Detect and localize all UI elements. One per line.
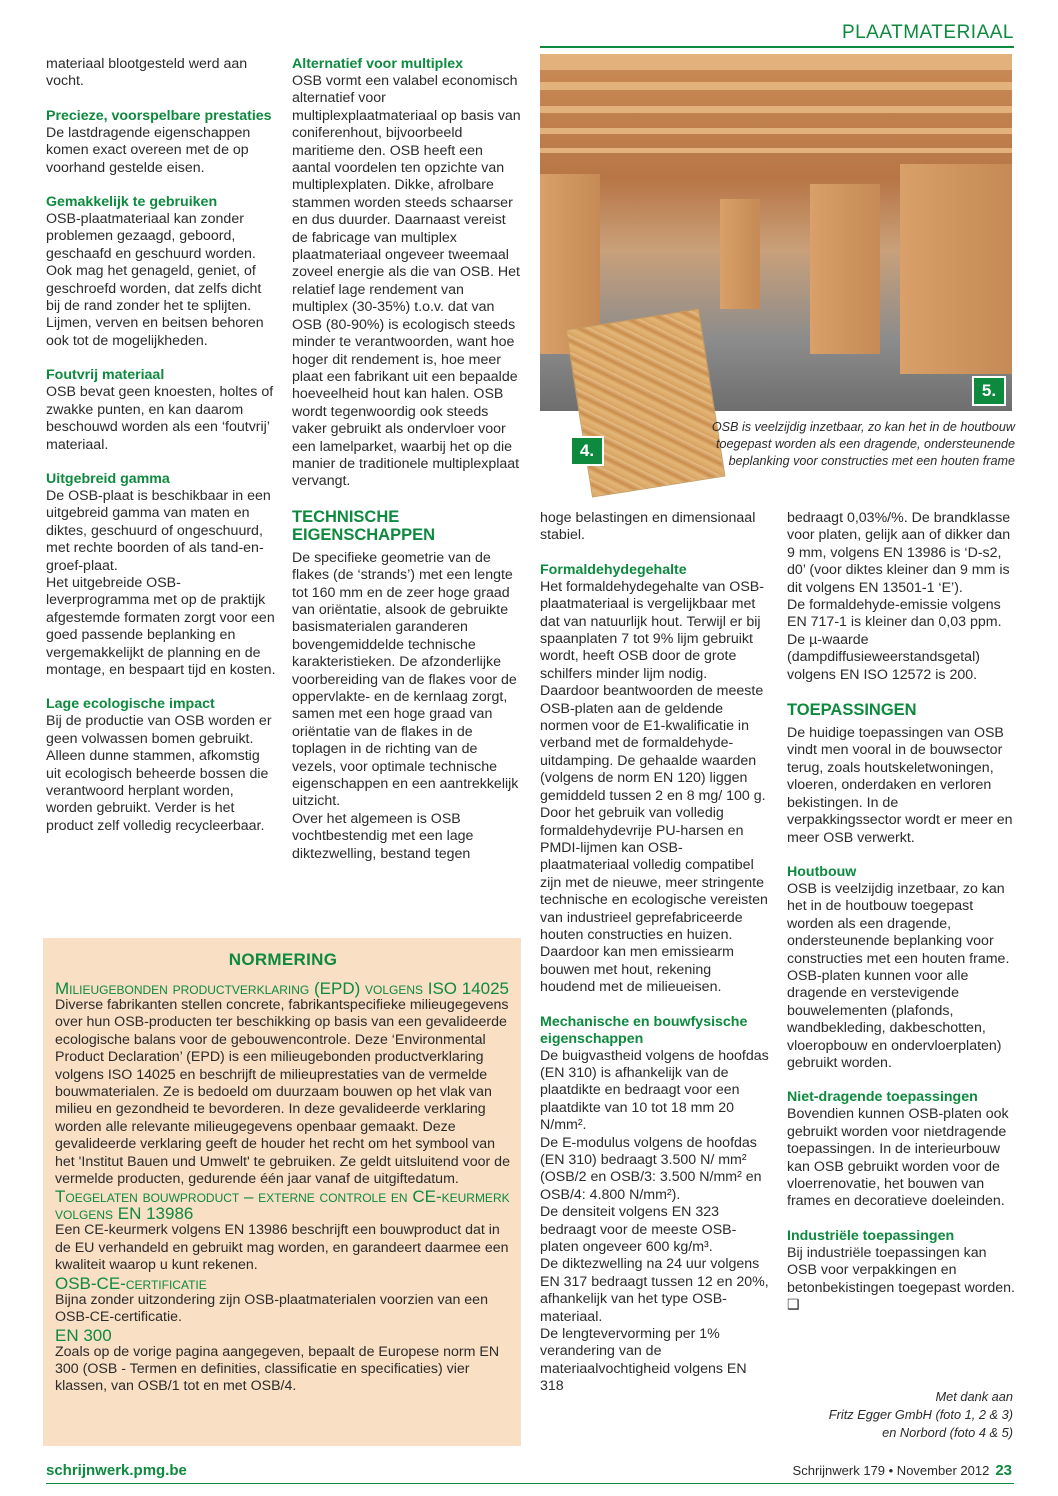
norm-item — [55, 1188, 511, 1274]
paragraph: Alleen dunne stammen, afkomstig uit ecologisch beheerde bossen die verantwoord herplant worden, worden gebruikt. Verder is het product zelf volledig recycleerbaar. — [46, 748, 269, 834]
norm-subtitle: Toegelaten bouwproduct – externe controle en CE-keurmerk volgens EN 13986 — [55, 1187, 510, 1224]
norm-item — [55, 1327, 511, 1396]
paragraph: OSB bevat geen knoesten, holtes of zwakke punten, en kan daarom beschouwd worden als een ‘foutvrij’ materiaal. — [46, 384, 274, 453]
subheading: Precieze, voorspelbare prestaties — [46, 107, 272, 124]
paragraph: materiaal blootgesteld werd aan vocht. — [46, 56, 248, 90]
thanks-line: Fritz Egger GmbH (foto 1, 2 & 3) — [828, 1407, 1013, 1422]
paragraph: bedraagt 0,03%/%. De brandklasse voor platen, gelijk aan of dikker dan 9 mm, volgens EN 13986 is ‘D-s2, d0’ (voor diktes kleiner dan 9 mm is dit volgens EN 13501-1 ‘E’). — [787, 510, 1011, 596]
subheading: Mechanische en bouwfysische eigenschappen — [540, 1013, 748, 1047]
figure-caption: OSB is veelzijdig inzetbaar, zo kan het in de houtbouw toegepast worden als een dragende, ondersteunende beplanking voor constructies met een houten frame — [711, 420, 1015, 468]
norm-subtitle: Milieugebonden productverklaring (EPD) volgens ISO 14025 — [55, 979, 510, 998]
norm-item — [55, 1275, 511, 1327]
norm-subtitle: EN 300 — [55, 1325, 112, 1345]
footer-issue-text: Schrijnwerk 179 • November 2012 — [792, 1463, 990, 1478]
paragraph: Over het algemeen is OSB vochtbestendig met een lage diktezwelling, bestand tegen — [292, 810, 474, 862]
thanks-line: Met dank aan — [935, 1389, 1013, 1404]
subheading: Industriële toepassingen — [787, 1227, 955, 1244]
subheading: Alternatief voor multiplex — [292, 56, 464, 72]
paragraph: Bovendien kunnen OSB-platen ook gebruikt worden voor nietdragende toepassingen. In de interieurbouw kan OSB gebruikt worden voor de vloerrenovatie, het bouwen van frames en decoratieve doeleinden. — [787, 1106, 1009, 1210]
paragraph: De diktezwelling na 24 uur volgens EN 317 bedraagt tussen 12 en 20%, afhankelijk van het type OSB-materiaal. — [540, 1256, 769, 1325]
thanks-line: en Norbord (foto 4 & 5) — [882, 1425, 1013, 1440]
paragraph: Bij industriële toepassingen kan OSB voor verpakkingen en betonbekistingen toegepast worden. ❑ — [787, 1244, 1015, 1314]
normering-title: NORMERING — [228, 950, 338, 969]
article-column-3 — [540, 510, 770, 1396]
paragraph: OSB-platen kunnen voor alle dragende en verstevigende bouwelementen (plafonds, wandbekleding, dakbeschotten, vloeropbouw en ondervloerplaten) gebruikt worden. — [787, 967, 1002, 1071]
norm-text: Bijna zonder uitzondering zijn OSB-plaatmaterialen voorzien van een OSB-CE-certificatie. — [55, 1291, 488, 1326]
norm-text: Diverse fabrikanten stellen concrete, fabrikantspecifieke milieugegevens over hun OSB-producten ter beschikking op basis van een gevalideerde ecologische balans voor de gebouwencontrole. Deze ‘Environmental Product Declaration’ (EPD) is een milieugebonden productverklaring volgens ISO 14025 en beschrijft de milieuprestaties van de vermelde bouwmaterialen. Ze is bedoeld om duurzaam bouwen op het vlak van milieu en gezondheid te bevorderen. In deze gevalideerde verklaring worden alle relevante milieugegevens openbaar gemaakt. Deze gevalideerde verklaring geeft de houder het recht om het symbool van het 'Institut Bauen und Umwelt' te gebruiken. Ze geldt uitsluitend voor de vermelde producten, gedurende één jaar vanaf de uitgiftedatum. — [55, 997, 510, 1188]
subheading: Formaldehydegehalte — [540, 561, 687, 578]
paragraph: De densiteit volgens EN 323 bedraagt voor de meeste OSB-platen ongeveer 600 kg/m³. — [540, 1204, 737, 1256]
normering-box — [43, 938, 521, 1446]
paragraph: OSB is veelzijdig inzetbaar, zo kan het in de houtbouw toegepast worden als een dragende, ondersteunende beplanking voor constructies met een houten frame. — [787, 880, 1010, 967]
section-heading: TECHNISCHE EIGENSCHAPPEN — [292, 507, 436, 544]
paragraph: Bij de productie van OSB worden er geen volwassen bomen gebruikt. — [46, 713, 272, 747]
paragraph: De specifieke geometrie van de flakes (de ‘strands’) met een lengte tot 160 mm en de zeer hoge graad van oriëntatie, alsook de gebruikte basismaterialen garanderen bovengemiddelde technische karakteristieken. De afzonderlijke voorbereiding van de flakes voor de oppervlakte- en de kernlaag zorgt, samen met een hoge graad van oriëntatie van de flakes in de toplagen in de richting van de vezels, voor optimale technische eigenschappen en een aantrekkelijk uitzicht. — [292, 549, 519, 810]
subheading: Niet-dragende toepassingen — [787, 1089, 978, 1106]
footer-issue — [793, 1462, 1012, 1479]
subheading: Lage ecologische impact — [46, 696, 215, 713]
footer-site-link[interactable]: schrijnwerk.pmg.be — [46, 1462, 187, 1479]
figure-4-badge: 4. — [570, 436, 604, 466]
footer-divider — [46, 1483, 1014, 1484]
norm-text: Een CE-keurmerk volgens EN 13986 beschrijft een bouwproduct dat in de EU verhandeld en gebruikt mag worden, en garandeert daarmee een kwaliteit waarop u kunt rekenen. — [55, 1222, 509, 1274]
paragraph: De OSB-plaat is beschikbaar in een uitgebreid gamma van maten en diktes, geschuurd of ongeschuurd, met rechte boorden of als tand-en-groef-plaat. — [46, 487, 271, 574]
paragraph: hoge belastingen en dimensionaal stabiel. — [540, 510, 756, 544]
norm-text: Zoals op de vorige pagina aangegeven, bepaalt de Europese norm EN 300 (OSB - Termen en definities, classificatie en specificaties) vier klassen, van OSB/1 tot en met OSB/4. — [55, 1343, 500, 1395]
section-tag: PLAATMATERIAAL — [841, 22, 1014, 43]
figure-5-badge: 5. — [972, 376, 1006, 406]
paragraph: De formaldehyde-emissie volgens EN 717-1 is kleiner dan 0,03 ppm. De µ-waarde (dampdiffusieweerstandsgetal) volgens EN ISO 12572 is 200. — [787, 597, 1002, 683]
subheading: Gemakkelijk te gebruiken — [46, 194, 218, 211]
acknowledgements — [787, 1388, 1013, 1442]
paragraph: De buigvastheid volgens de hoofdas (EN 310) is afhankelijk van de plaatdikte en bedraagt voor een plaatdikte van 10 tot 18 mm 20 N/mm². — [540, 1047, 769, 1134]
paragraph: Het formaldehydegehalte van OSB-plaatmateriaal is vergelijkbaar met dat van natuurlijk hout. Terwijl er bij spaanplaten 7 tot 9% lijm gebruikt wordt, heeft OSB door de grote schilfers minder lijm nodig. Daardoor beantwoorden de meeste OSB-platen aan de geldende normen voor de E1-kwalificatie in verband met de formaldehyde-uitdamping. De gehaalde waarden (volgens de norm EN 120) liggen gemiddeld tussen 2 en 8 mg/ 100 g. Door het gebruik van volledig formaldehydevrije PU-harsen en PMDI-lijmen kan OSB-plaatmateriaal volledig compatibel zijn met de nieuwe, meer stringente technische en ecologische vereisten van industrieel geprefabriceerde houten constructies en huizen. Daardoor kan men emissiearm bouwen met hout, rekening houdend met de milieueisen. — [540, 578, 768, 996]
section-heading: TOEPASSINGEN — [787, 701, 917, 720]
paragraph: OSB vormt een valabel economisch alternatief voor multiplexplaatmateriaal op basis van coniferenhout, bijvoorbeeld maritieme den. OSB heeft een aantal voordelen ten opzichte van multiplexplaten. Dikke, afrolbare stammen worden steeds schaarser en dus duurder. Daarnaast vereist de fabricage van multiplex plaatmateriaal ongeveer tweemaal zoveel energie als die van OSB. Het relatief lage rendement van multiplex (30-35%) t.o.v. dat van OSB (80-90%) is ecologisch steeds minder te verantwoorden, want hoe hoger dit rendement is, hoe meer plaat een fabrikant uit een bepaalde hoeveelheid hout kan halen. OSB wordt tegenwoordig ook steeds vaker gebruikt als ondervloer voor een lamelparket, waarbij het op die manier de traditionele multiplexplaat vervangt. — [292, 73, 521, 490]
norm-subtitle: OSB-CE-certificatie — [55, 1273, 207, 1293]
norm-item — [55, 980, 511, 1188]
paragraph: De lengtevervorming per 1% verandering van de materiaalvochtigheid volgens EN 318 — [540, 1326, 747, 1395]
paragraph: De lastdragende eigenschappen komen exact overeen met de op voorhand gestelde eisen. — [46, 124, 251, 176]
paragraph: Het uitgebreide OSB-leverprogramma met op de praktijk afgestemde formaten zorgt voor een goed passende beplanking en vergemakkelijkt de planning en de montage, en bespaart tijd en kosten. — [46, 574, 276, 678]
page-number: 23 — [995, 1462, 1012, 1479]
subheading: Foutvrij materiaal — [46, 367, 165, 384]
section-divider — [540, 46, 1014, 48]
article-column-1 — [46, 56, 276, 835]
subheading: Uitgebreid gamma — [46, 470, 170, 487]
article-column-4 — [787, 510, 1015, 1314]
paragraph: De E-modulus volgens de hoofdas (EN 310) bedraagt 3.500 N/ mm² (OSB/2 en OSB/3: 3.500 N/mm² en OSB/4: 4.800 N/mm²). — [540, 1134, 762, 1203]
paragraph: OSB-plaatmateriaal kan zonder problemen gezaagd, geboord, geschaafd en geschuurd worden. Ook mag het genageld, geniet, of geschroefd worden, dat zelfs dicht bij de rand zonder het te splijten. Lijmen, verven en beitsen behoren ook tot de mogelijkheden. — [46, 211, 264, 349]
paragraph: De huidige toepassingen van OSB vindt men vooral in de bouwsector terug, zoals houtskeletwoningen, vloeren, onderdaken en verloren bekistingen. In de verpakkingssector wordt er meer en meer OSB verwerkt. — [787, 725, 1013, 846]
subheading: Houtbouw — [787, 863, 857, 880]
article-column-2 — [292, 56, 522, 863]
